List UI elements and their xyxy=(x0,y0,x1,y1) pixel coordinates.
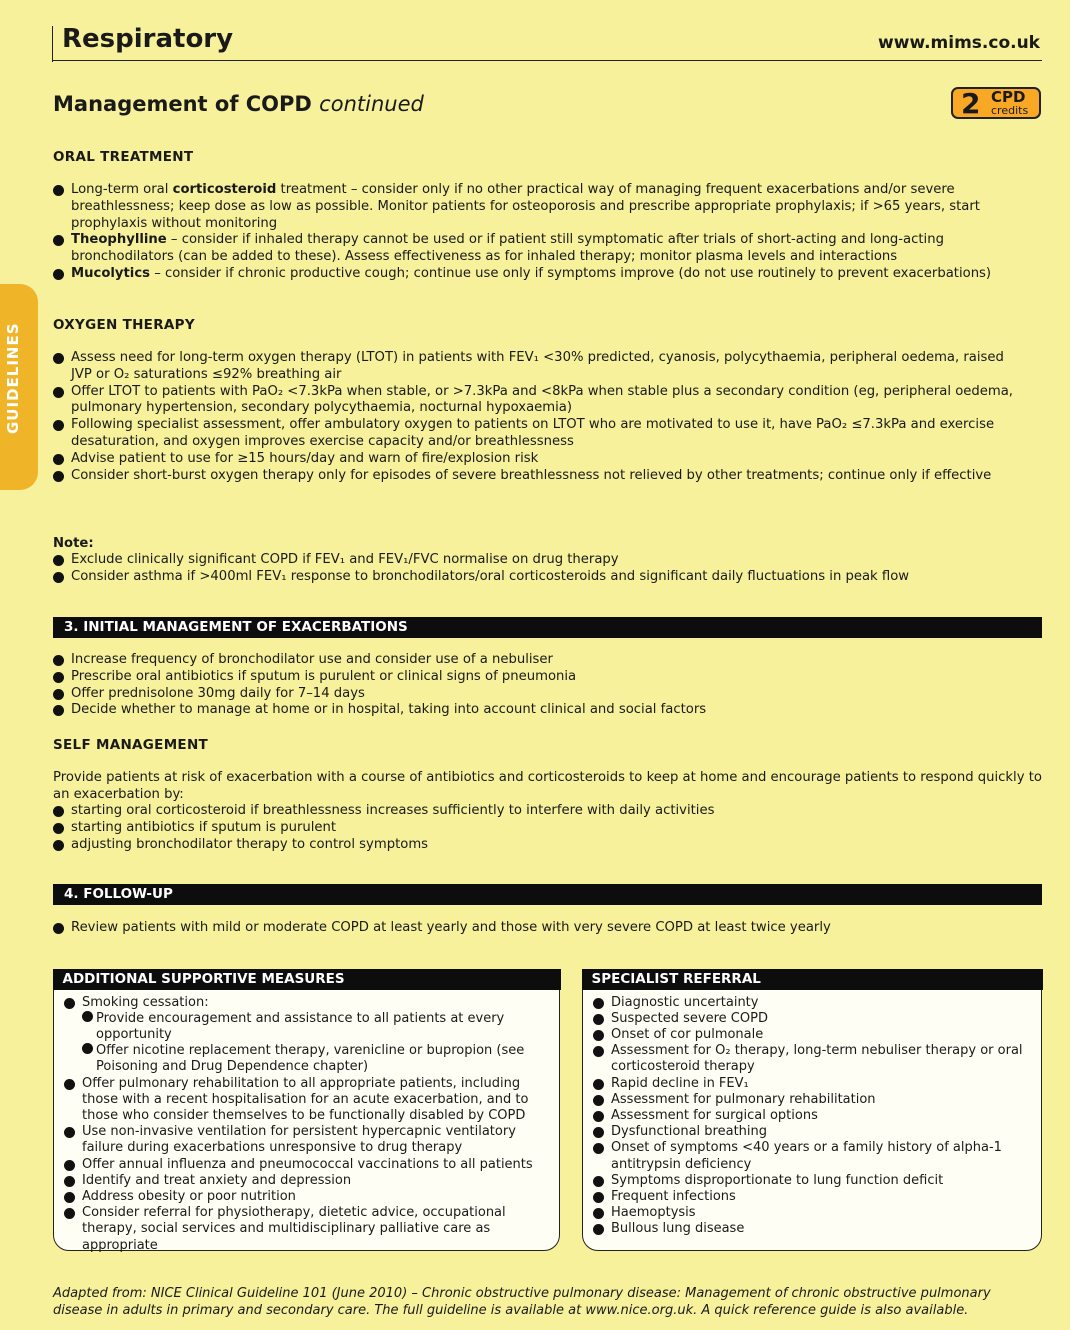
sub-list-item: – Provide encouragement and assistance to all patients at every opportunity xyxy=(82,1011,551,1043)
list-item: Offer LTOT to patients with PaO₂ <7.3kPa when stable, or >7.3kPa and <8kPa when stable plus a secondary condition (eg, peripheral oedema, pulmonary hypertension, secondary polycythaemia, nocturnal hypoxaemia) xyxy=(53,384,1018,418)
list-item: Consider referral for physiotherapy, dietetic advice, occupational therapy, social services and multidisciplinary palliative care as appropriate xyxy=(64,1205,551,1254)
header-rule xyxy=(52,60,1042,61)
oral-treatment-list xyxy=(53,182,1008,283)
self-management-heading: SELF MANAGEMENT xyxy=(53,737,209,753)
list-item: Prescribe oral antibiotics if sputum is purulent or clinical signs of pneumonia xyxy=(53,669,1025,686)
list-item: Long-term oral corticosteroid treatment – consider only if no other practical way of managing frequent exacerbations and/or severe breathlessness; keep dose as low as possible. Monitor patients for osteoporosis and prescribe appropriate prophylaxis; if >65 years, start prophylaxis without monitoring xyxy=(53,182,1008,232)
sub-list-item: – Offer nicotine replacement therapy, varenicline or bupropion (see Poisoning and Drug Dependence chapter) xyxy=(82,1043,551,1075)
list-item: Decide whether to manage at home or in hospital, taking into account clinical and social factors xyxy=(53,702,1025,719)
section-title: Respiratory xyxy=(62,24,234,54)
list-item: Assess need for long-term oxygen therapy (LTOT) in patients with FEV₁ <30% predicted, cyanosis, polycythaemia, peripheral oedema, raised JVP or O₂ saturations ≤92% breathing air xyxy=(53,350,1018,384)
list-item: Haemoptysis xyxy=(593,1205,1033,1221)
specialist-referral-heading: SPECIALIST REFERRAL xyxy=(582,969,1043,990)
self-management-intro: Provide patients at risk of exacerbation with a course of antibiotics and corticosteroids to keep at home and encourage patients to respond quickly to an exacerbation by: xyxy=(53,770,1042,802)
list-item: Dysfunctional breathing xyxy=(593,1124,1033,1140)
list-item: Identify and treat anxiety and depression xyxy=(64,1173,551,1189)
smoking-cessation-label: Smoking cessation: xyxy=(82,994,209,1010)
list-item: starting antibiotics if sputum is purulent xyxy=(53,820,1025,837)
oxygen-therapy-heading: OXYGEN THERAPY xyxy=(53,317,195,333)
list-item: Consider asthma if >400ml FEV₁ response to bronchodilators/oral corticosteroids and significant daily fluctuations in peak flow xyxy=(53,569,1025,586)
side-tab-label: GUIDELINES xyxy=(4,322,22,434)
cpd-sublabel: credits xyxy=(991,104,1029,117)
list-item: Offer prednisolone 30mg daily for 7–14 days xyxy=(53,686,1025,703)
supportive-measures-list xyxy=(64,995,551,1254)
list-item: Onset of symptoms <40 years or a family history of alpha-1 antitrypsin deficiency xyxy=(593,1140,1033,1172)
list-item: Advise patient to use for ≥15 hours/day and warn of fire/explosion risk xyxy=(53,451,1018,468)
supportive-measures-box xyxy=(53,969,560,1251)
exacerbations-list xyxy=(53,652,1025,719)
list-item: Symptoms disproportionate to lung function deficit xyxy=(593,1173,1033,1189)
follow-up-bar: 4. FOLLOW-UP xyxy=(53,884,1042,905)
list-item: Mucolytics – consider if chronic productive cough; continue use only if symptoms improve (do not use routinely to prevent exacerbations) xyxy=(53,266,1008,283)
list-item: Following specialist assessment, offer ambulatory oxygen to patients on LTOT who are motivated to use it, have PaO₂ ≤7.3kPa and exercise desaturation, and oxygen improves exercise capacity and/or breathlessness xyxy=(53,417,1018,451)
header-divider-vertical xyxy=(52,26,53,62)
cpd-label: CPD xyxy=(991,88,1026,106)
list-item: Consider short-burst oxygen therapy only for episodes of severe breathlessness not relieved by other treatments; continue only if effective xyxy=(53,468,1018,485)
smoking-sub-list xyxy=(82,1011,551,1076)
list-item: Assessment for pulmonary rehabilitation xyxy=(593,1092,1033,1108)
source-footnote: Adapted from: NICE Clinical Guideline 101 (June 2010) – Chronic obstructive pulmonary disease: Management of chronic obstructive pulmonary disease in adults in primary and secondary care. The full guideline is available at www.nice.org.uk. A quick reference guide is also available. xyxy=(53,1286,991,1318)
list-item: Offer pulmonary rehabilitation to all appropriate patients, including those with a recent hospitalisation for an acute exacerbation, and to those who consider themselves to be functionally disabled by COPD xyxy=(64,1076,551,1125)
list-item: starting oral corticosteroid if breathlessness increases sufficiently to interfere with daily activities xyxy=(53,803,1025,820)
list-item: Suspected severe COPD xyxy=(593,1011,1033,1027)
page-title xyxy=(53,90,424,118)
specialist-referral-box xyxy=(582,969,1042,1251)
note-list xyxy=(53,552,1025,586)
list-item: Offer annual influenza and pneumococcal vaccinations to all patients xyxy=(64,1157,551,1173)
list-item: Assessment for O₂ therapy, long-term nebuliser therapy or oral corticosteroid therapy xyxy=(593,1043,1033,1075)
page-title-main: Management of COPD xyxy=(53,92,312,116)
follow-up-list xyxy=(53,920,1025,937)
specialist-referral-list xyxy=(593,995,1033,1238)
list-item: Assessment for surgical options xyxy=(593,1108,1033,1124)
oral-treatment-heading: ORAL TREATMENT xyxy=(53,149,194,165)
list-item: Address obesity or poor nutrition xyxy=(64,1189,551,1205)
list-item: Use non-invasive ventilation for persistent hypercapnic ventilatory failure during exacerbations unresponsive to drug therapy xyxy=(64,1124,551,1156)
list-item: Exclude clinically significant COPD if FEV₁ and FEV₁/FVC normalise on drug therapy xyxy=(53,552,1025,569)
list-item: Review patients with mild or moderate COPD at least yearly and those with very severe COPD at least twice yearly xyxy=(53,920,1025,937)
list-item: Theophylline – consider if inhaled therapy cannot be used or if patient still symptomatic after trials of short-acting and long-acting bronchodilators (can be added to these). Assess effectiveness as for inhaled therapy; monitor plasma levels and interactions xyxy=(53,232,1008,266)
self-management-list xyxy=(53,803,1025,853)
list-item: Onset of cor pulmonale xyxy=(593,1027,1033,1043)
website-link[interactable]: www.mims.co.uk xyxy=(878,33,1040,53)
list-item: Rapid decline in FEV₁ xyxy=(593,1076,1033,1092)
cpd-number: 2 xyxy=(961,87,981,120)
list-item xyxy=(64,995,551,1076)
oxygen-therapy-list xyxy=(53,350,1018,484)
list-item: adjusting bronchodilator therapy to control symptoms xyxy=(53,837,1025,854)
note-heading: Note: xyxy=(53,536,94,551)
list-item: Frequent infections xyxy=(593,1189,1033,1205)
list-item: Diagnostic uncertainty xyxy=(593,995,1033,1011)
page-title-suffix: continued xyxy=(319,92,424,116)
guidelines-side-tab xyxy=(0,284,38,490)
list-item: Increase frequency of bronchodilator use and consider use of a nebuliser xyxy=(53,652,1025,669)
cpd-badge xyxy=(951,87,1041,119)
list-item: Bullous lung disease xyxy=(593,1221,1033,1237)
exacerbations-bar: 3. INITIAL MANAGEMENT OF EXACERBATIONS xyxy=(53,617,1042,638)
supportive-measures-heading: ADDITIONAL SUPPORTIVE MEASURES xyxy=(53,969,561,990)
